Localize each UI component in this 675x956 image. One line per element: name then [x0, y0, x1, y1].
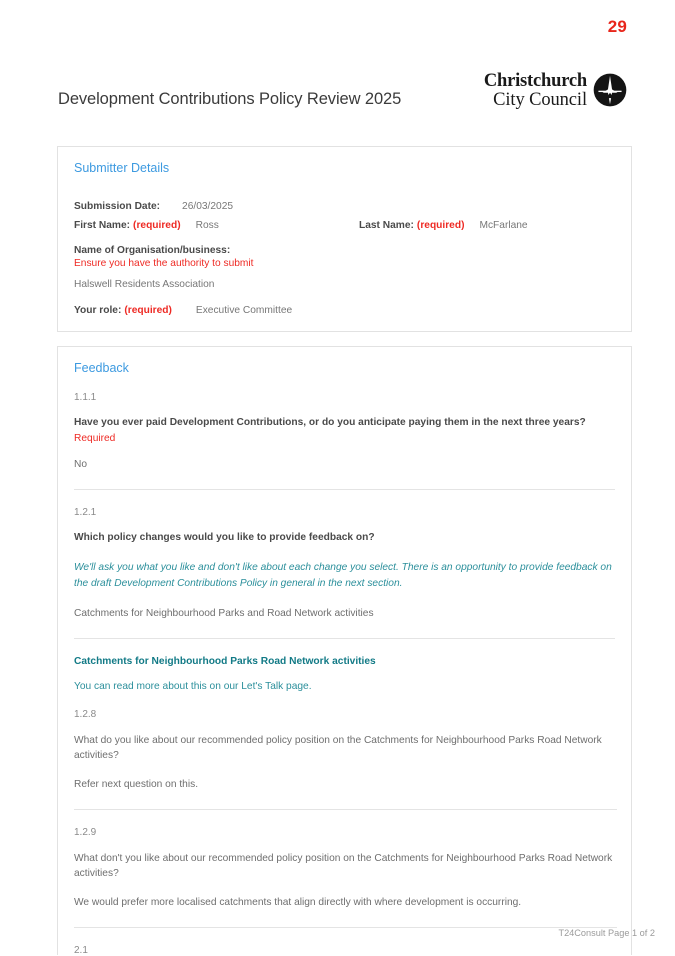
submission-date-value: 26/03/2025 — [182, 201, 234, 212]
question-number: 1.2.8 — [74, 709, 97, 721]
question-required-note: Required — [74, 432, 116, 444]
feedback-card — [57, 346, 632, 955]
question-text: Which policy changes would you like to provide feedback on? — [74, 532, 375, 544]
section-divider — [74, 809, 617, 810]
first-name-required-flag: (required) — [133, 220, 181, 231]
feedback-item — [74, 709, 615, 792]
page-title: Development Contributions Policy Review 2025 — [58, 90, 402, 108]
submitter-details-title: Submitter Details — [74, 161, 170, 175]
page-number: 29 — [607, 17, 627, 36]
feedback-title: Feedback — [74, 361, 129, 375]
feedback-item — [74, 827, 615, 910]
submitter-details-card — [57, 146, 632, 332]
answer-text: No — [74, 458, 88, 470]
organisation-value: Halswell Residents Association — [74, 279, 215, 290]
question-text: What do you like about our recommended policy position on the Catchments for Neighbourhood Parks Road Network activities? — [74, 735, 602, 762]
answer-text: Refer next question on this. — [74, 778, 199, 790]
question-helper-text: We'll ask you what you like and don't like about each change you select. There is an opportunity to provide feedback on the draft Development Contributions Policy in general in the next section. — [74, 561, 612, 590]
answer-text: We would prefer more localised catchments that align directly with where development is occurring. — [74, 896, 522, 908]
feedback-item — [74, 392, 615, 472]
first-name-label: First Name: — [74, 220, 131, 231]
feedback-item — [74, 507, 615, 621]
page-footer: T24Consult Page 1 of 2 — [558, 928, 655, 938]
feedback-topic-block — [74, 656, 615, 692]
organisation-authority-warning: Ensure you have the authority to submit — [74, 258, 254, 269]
submission-date-label: Submission Date: — [74, 201, 161, 212]
feedback-item — [74, 945, 615, 956]
last-name-label: Last Name: — [359, 220, 414, 231]
logo-line-city-council: City Council — [493, 89, 587, 110]
logo-line-christchurch: Christchurch — [483, 71, 587, 91]
role-value: Executive Committee — [195, 305, 293, 316]
organisation-label: Name of Organisation/business: — [74, 245, 231, 256]
christchurch-city-council-logo — [484, 72, 627, 110]
section-divider — [74, 489, 615, 490]
question-text: What don't you like about our recommended policy position on the Catchments for Neighbourhood Parks Road Network activities? — [74, 853, 613, 880]
name-row — [74, 220, 615, 231]
role-required-flag: (required) — [124, 305, 172, 316]
council-crest-icon — [593, 73, 627, 107]
first-name-value: Ross — [195, 220, 219, 231]
section-divider — [74, 638, 615, 639]
last-name-value: McFarlane — [479, 220, 528, 231]
role-row — [74, 305, 615, 316]
lets-talk-link[interactable]: You can read more about this on our Let's Talk page. — [74, 681, 312, 693]
question-number: 1.1.1 — [74, 392, 97, 403]
role-label: Your role: — [74, 305, 122, 316]
question-number: 1.2.1 — [74, 507, 97, 519]
question-number: 2.1 — [74, 944, 88, 956]
question-number: 1.2.9 — [74, 827, 97, 839]
logo-wordmark — [484, 72, 587, 110]
last-name-required-flag: (required) — [416, 220, 465, 231]
topic-subheading: Catchments for Neighbourhood Parks Road Network activities — [74, 656, 376, 668]
submission-date-row — [74, 201, 615, 212]
question-text: Have you ever paid Development Contributions, or do you anticipate paying them in the next three years? — [74, 417, 586, 428]
answer-text: Catchments for Neighbourhood Parks and Road Network activities — [74, 607, 374, 619]
